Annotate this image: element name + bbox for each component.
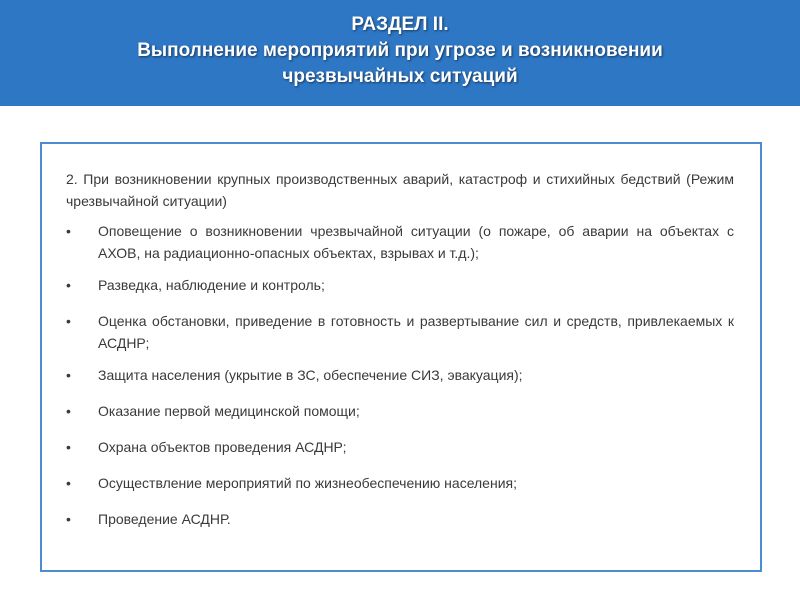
bullet-icon: • — [66, 403, 71, 419]
content-box — [40, 142, 762, 572]
intro-text: 2. При возникновении крупных производственных аварий, катастроф и стихийных бедствий (Режим чрезвычайной ситуации) — [66, 171, 734, 209]
list-item-text: Проведение АСДНР. — [98, 511, 231, 527]
list-item-text: Оценка обстановки, приведение в готовность и развертывание сил и средств, привлекаемых к АСДНР; — [98, 313, 734, 351]
list-item — [66, 400, 734, 422]
list-item-text: Защита населения (укрытие в ЗС, обеспечение СИЗ, эвакуация); — [98, 367, 523, 383]
list-item-text: Разведка, наблюдение и контроль; — [98, 277, 325, 293]
bullet-icon: • — [66, 475, 71, 491]
bullet-icon: • — [66, 277, 71, 293]
list-item — [66, 508, 734, 530]
bullet-icon: • — [66, 223, 71, 239]
list-item — [66, 364, 734, 386]
list-item-text: Охрана объектов проведения АСДНР; — [98, 439, 347, 455]
list-item — [66, 310, 734, 354]
bullet-icon: • — [66, 367, 71, 383]
bullet-icon: • — [66, 439, 71, 455]
bullet-icon: • — [66, 511, 71, 527]
list-item-text: Осуществление мероприятий по жизнеобеспечению населения; — [98, 475, 517, 491]
slide-title-line-1: Выполнение мероприятий при угрозе и возникновении — [137, 40, 663, 61]
bullet-icon: • — [66, 313, 71, 329]
section-title: РАЗДЕЛ II. — [351, 14, 449, 35]
measures-list — [66, 220, 734, 530]
slide-title-line-2: чрезвычайных ситуаций — [282, 66, 518, 87]
list-item — [66, 472, 734, 494]
list-item — [66, 274, 734, 296]
list-item — [66, 436, 734, 458]
slide-header — [0, 0, 800, 106]
list-item — [66, 220, 734, 264]
list-item-text: Оповещение о возникновении чрезвычайной ситуации (о пожаре, об аварии на объектах с АХОВ, на радиационно-опасных объектах, взрывах и т.д.); — [98, 223, 734, 261]
list-item-text: Оказание первой медицинской помощи; — [98, 403, 360, 419]
